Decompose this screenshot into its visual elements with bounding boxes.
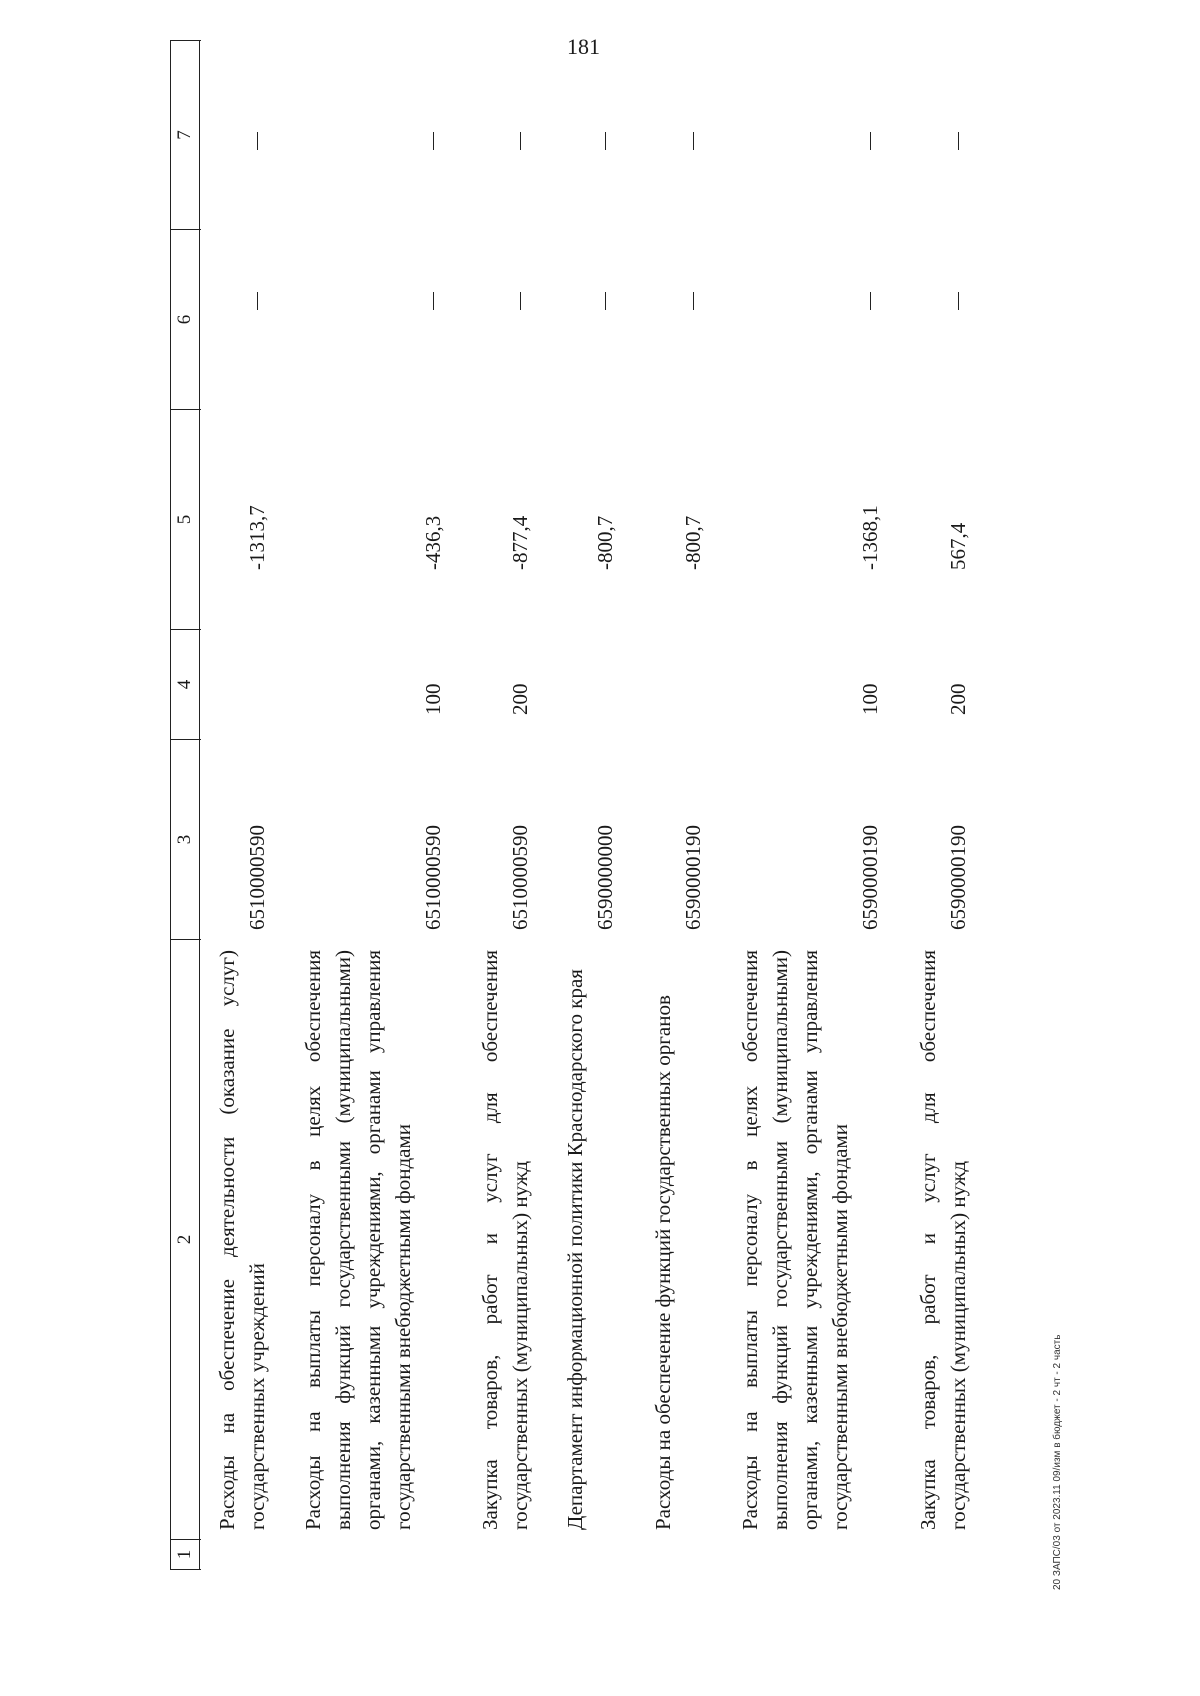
row-type: 200 — [946, 683, 970, 715]
row-code: 6510000590 — [421, 825, 445, 930]
row-amount: -877,4 — [508, 515, 532, 570]
header-col-5: 5 — [171, 410, 201, 630]
row-amount: -1368,1 — [858, 505, 882, 570]
row-description: Закупка товаров, работ и услуг для обеспечения государственных (муниципальных) нужд — [916, 950, 970, 1530]
row-col7-dash — [433, 132, 434, 150]
row-description: Расходы на выплаты персоналу в целях обеспечения выполнения функций государственными (муниципальными) органами, казенными учреждениями, органами управления государственными внебюджетными фондами — [301, 950, 415, 1530]
row-description: Департамент информационной политики Краснодарского края — [563, 969, 587, 1530]
table-row — [560, 40, 624, 1570]
row-col6-dash — [520, 292, 521, 310]
footer-text: 20 ЗАПС/03 от 2023.11 09/изм в бюджет - 2 чт - 2 часть — [1052, 1334, 1063, 1590]
budget-table — [170, 40, 1070, 1570]
page-number: 181 — [567, 34, 600, 59]
row-amount: -1313,7 — [245, 505, 269, 570]
row-col7-dash — [520, 132, 521, 150]
row-description: Закупка товаров, работ и услуг для обеспечения государственных (муниципальных) нужд — [478, 950, 532, 1530]
header-col-3: 3 — [171, 740, 201, 940]
row-col6-dash — [257, 292, 258, 310]
row-code: 6590000190 — [681, 825, 705, 930]
table-row — [913, 40, 977, 1570]
row-code: 6590000190 — [946, 825, 970, 930]
row-code: 6510000590 — [245, 825, 269, 930]
table-row — [648, 40, 712, 1570]
row-amount: 567,4 — [946, 522, 970, 570]
row-amount: -800,7 — [593, 515, 617, 570]
row-col6-dash — [870, 292, 871, 310]
footer-note — [1052, 1270, 1092, 1590]
row-col7-dash — [870, 132, 871, 150]
row-code: 6590000190 — [858, 825, 882, 930]
row-col7-dash — [257, 132, 258, 150]
row-code: 6510000590 — [508, 825, 532, 930]
header-col-1: 1 — [171, 1540, 201, 1570]
table-row — [212, 40, 282, 1570]
header-col-6: 6 — [171, 230, 201, 410]
header-col-2: 2 — [171, 940, 201, 1540]
table-row — [298, 40, 458, 1570]
row-type: 100 — [858, 683, 882, 715]
row-col7-dash — [958, 132, 959, 150]
row-type: 200 — [508, 683, 532, 715]
row-type: 100 — [421, 683, 445, 715]
table-row — [475, 40, 539, 1570]
row-col6-dash — [693, 292, 694, 310]
header-col-7: 7 — [171, 40, 201, 230]
row-amount: -800,7 — [681, 515, 705, 570]
row-col6-dash — [958, 292, 959, 310]
row-col6-dash — [605, 292, 606, 310]
table-row — [735, 40, 895, 1570]
row-col7-dash — [605, 132, 606, 150]
table-header — [170, 40, 200, 1570]
row-description: Расходы на обеспечение деятельности (оказание услуг) государственных учреждений — [215, 950, 269, 1530]
row-description: Расходы на обеспечение функций государственных органов — [651, 995, 675, 1530]
row-col7-dash — [693, 132, 694, 150]
row-col6-dash — [433, 292, 434, 310]
row-code: 6590000000 — [593, 825, 617, 930]
row-description: Расходы на выплаты персоналу в целях обеспечения выполнения функций государственными (муниципальными) органами, казенными учреждениями, органами управления государственными внебюджетными фондами — [738, 950, 852, 1530]
row-amount: -436,3 — [421, 515, 445, 570]
header-col-4: 4 — [171, 630, 201, 740]
